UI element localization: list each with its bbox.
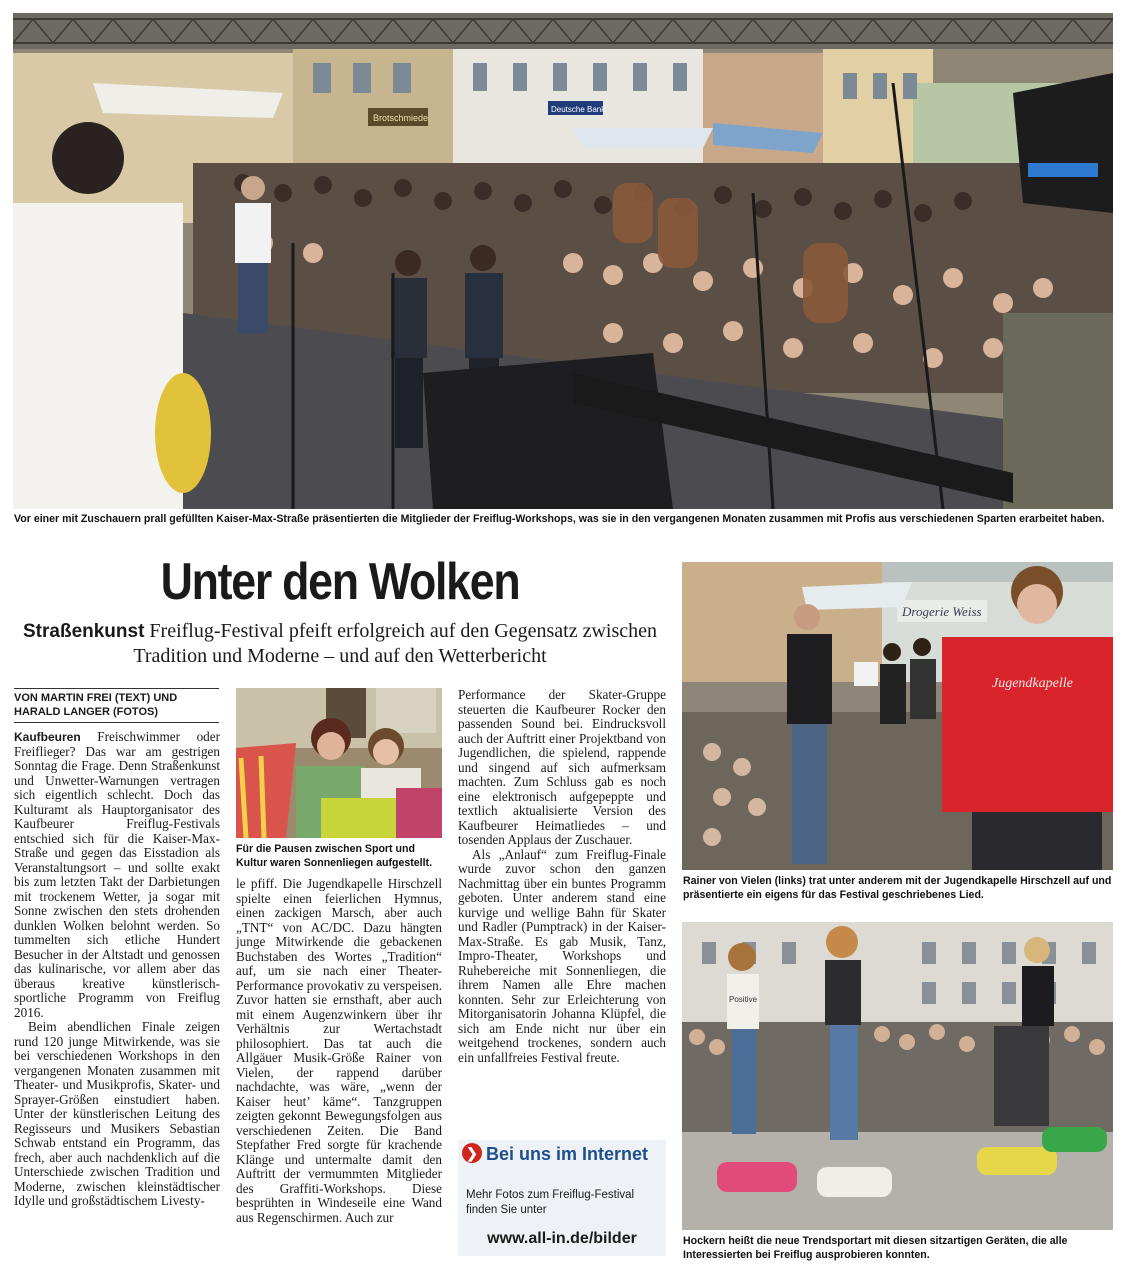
article-subhead-text: Freiflug-Festival pfeift erfolgreich auf den Gegensatz zwischen Tradition und Moderne – und auf den Wetterbericht: [133, 620, 657, 667]
article-kicker: Straßenkunst: [23, 621, 145, 642]
paragraph: le pfiff. Die Jugendkapelle Hirschzell spielte einen feierlichen Hymnus, einen zackigen Marsch, aber auch „TNT“ von AC/DC. Dazu hängten junge Mitwirkende die gebackenen Buchstaben des Wortes „Tradition“ auf, um sie nach einer Theater-Performance provokativ zu verspeisen. Zuvor hatten sie ernsthaft, aber auch mit einem Augenzwinkern über ihr Verhältnis zur Wertachstadt philosophiert. Das tat auch die Allgäuer Musik-Größe Rainer von Vielen, der rappend darüber nachdachte, was wäre, „wenn der Kaiser heut’ käme“. Tanzgruppen zeigten gekonnt Bewegungsfolgen aus verschiedenen Zeiten. Die Band Stepfather Fred sorgte für krachende Klänge und untermalte damit den Auftritt der vermummten Mitglieder des Graffiti-Workshops. Diese besprühten in Windeseile eine Wand aus Regenschirmen. Auch zur: [236, 876, 442, 1225]
paragraph-text: Freischwimmer oder Freiflieger? Das war am gestrigen Sonntag die Frage. Denn Straßenkunst und Unwetter-Warnungen vertragen sich eigentlich schlecht. Doch das Kulturamt als Hauptorganisator des Kaufbeurer Freiflug-Festivals entschied sich für die Kaiser-Max-Straße und gegen das Eisstadion als Veranstaltungsort – und sollte exakt bis zum letzten Takt der Darbietungen mit trockenem Wetter, ja sogar mit Sonne zwischen den stets drohenden dunklen Wolken belohnt werden. So tummelten sich etliche Hundert Besucher in der Altstadt und genossen das kulinarische, vor allem aber das überaus kreative künstlerisch-sportliche Programm von Freiflug 2016.: [14, 729, 220, 1020]
web-promo-box: [458, 1140, 666, 1256]
sunlounger-photo: [236, 688, 442, 838]
band-photo: [682, 562, 1113, 870]
shop-sign-bank: Deutsche Bank: [551, 105, 606, 114]
paragraph: Performance der Skater-Gruppe steuerten die Kaufbeurer Rocker den passenden Sound bei. Eindrucksvoll auch der Auftritt einer Projektband von Jugendlichen, die spielend, rappende und singend auf sich aufmerksam machten. Zum Schluss gab es noch eine elektronisch aufgepeppte und textlich aktualisierte Version des Kaufbeurer Heimatliedes – und tosenden Applaus der Zuschauer.: [458, 687, 666, 847]
top-photo-caption: Vor einer mit Zuschauern prall gefüllten Kaiser-Max-Straße präsentierten die Mitglieder der Freiflug-Workshops, was sie in den vergangenen Monaten zusammen mit Profis aus verschiedenen Sparten erarbeitet haben.: [14, 513, 1105, 525]
shirt-text: Jugendkapelle: [992, 676, 1073, 691]
web-promo-text: Mehr Fotos zum Freiflug-Festival finden Sie unter: [466, 1189, 635, 1216]
article-headline: Unter den Wolken: [160, 553, 520, 611]
shop-sign: Drogerie Weiss: [902, 604, 982, 619]
shop-sign-brotschmiede: Brotschmiede: [373, 113, 429, 123]
article-column-3: [458, 688, 666, 1065]
paragraph: [14, 730, 220, 1020]
shirt-text-positive: Positive: [729, 995, 758, 1004]
paragraph: Beim abendlichen Finale zeigen rund 120 junge Mitwirkende, was sie bei verschiedenen Workshops in den vergangenen Monaten zusammen mit Theater- und Musikprofis, Skater- und Sprayer-Größen einstudiert haben. Unter der künstlerischen Leitung des Regisseurs und Musikers Sebastian Schwab entstand ein Programm, das frech, aber auch nachdenklich auf die Unterschiede zwischen Tradition und Moderne, zwischen kleinstädtischer Idylle und großstädtischem Livesty-: [14, 1019, 220, 1208]
hockern-photo: [682, 922, 1113, 1230]
article-column-2: [236, 877, 442, 1225]
article-column-1: [14, 730, 220, 1209]
article-byline: VON MARTIN FREI (TEXT) UND HARALD LANGER (FOTOS): [14, 688, 219, 723]
web-promo-title-text: Bei uns im Internet: [486, 1144, 649, 1164]
top-photo: [13, 13, 1113, 509]
web-promo-title: [462, 1143, 648, 1165]
web-promo-url[interactable]: www.all-in.de/bilder: [487, 1230, 637, 1247]
article-subhead: [20, 619, 660, 668]
band-photo-caption: Rainer von Vielen (links) trat unter anderem mit der Jugendkapelle Hirschzell auf und präsentierte ein eigens für das Festival geschriebenes Lied.: [683, 875, 1112, 901]
hockern-photo-caption: Hockern heißt die neue Trendsportart mit diesen sitzartigen Geräten, die alle Interessierten bei Freiflug ausprobieren konnten.: [683, 1235, 1068, 1261]
dateline: Kaufbeuren: [14, 730, 81, 744]
paragraph: Als „Anlauf“ zum Freiflug-Finale wurde zuvor schon den ganzen Nachmittag über ein buntes Programm geboten. Unter anderem stand eine kurvige und wellige Bahn für Skater und Radler (Pumptrack) in der Kaiser-Max-Straße. Es gab Musik, Tanz, Impro-Theater, Workshops und Ruhebereiche mit Sonnenliegen, die ihrem Namen alle Ehre machen konnten. Sehr zur Erleichterung von Mitorganisatorin Johanna Klüpfel, die sich am Ende nicht nur über ein weitgehend trockenes, sondern auch ein unfallfreies Festival freute.: [458, 846, 666, 1065]
chevron-right-icon: ❯: [462, 1143, 482, 1163]
sunlounger-photo-caption: Für die Pausen zwischen Sport und Kultur waren Sonnenliegen aufgestellt.: [236, 843, 433, 869]
